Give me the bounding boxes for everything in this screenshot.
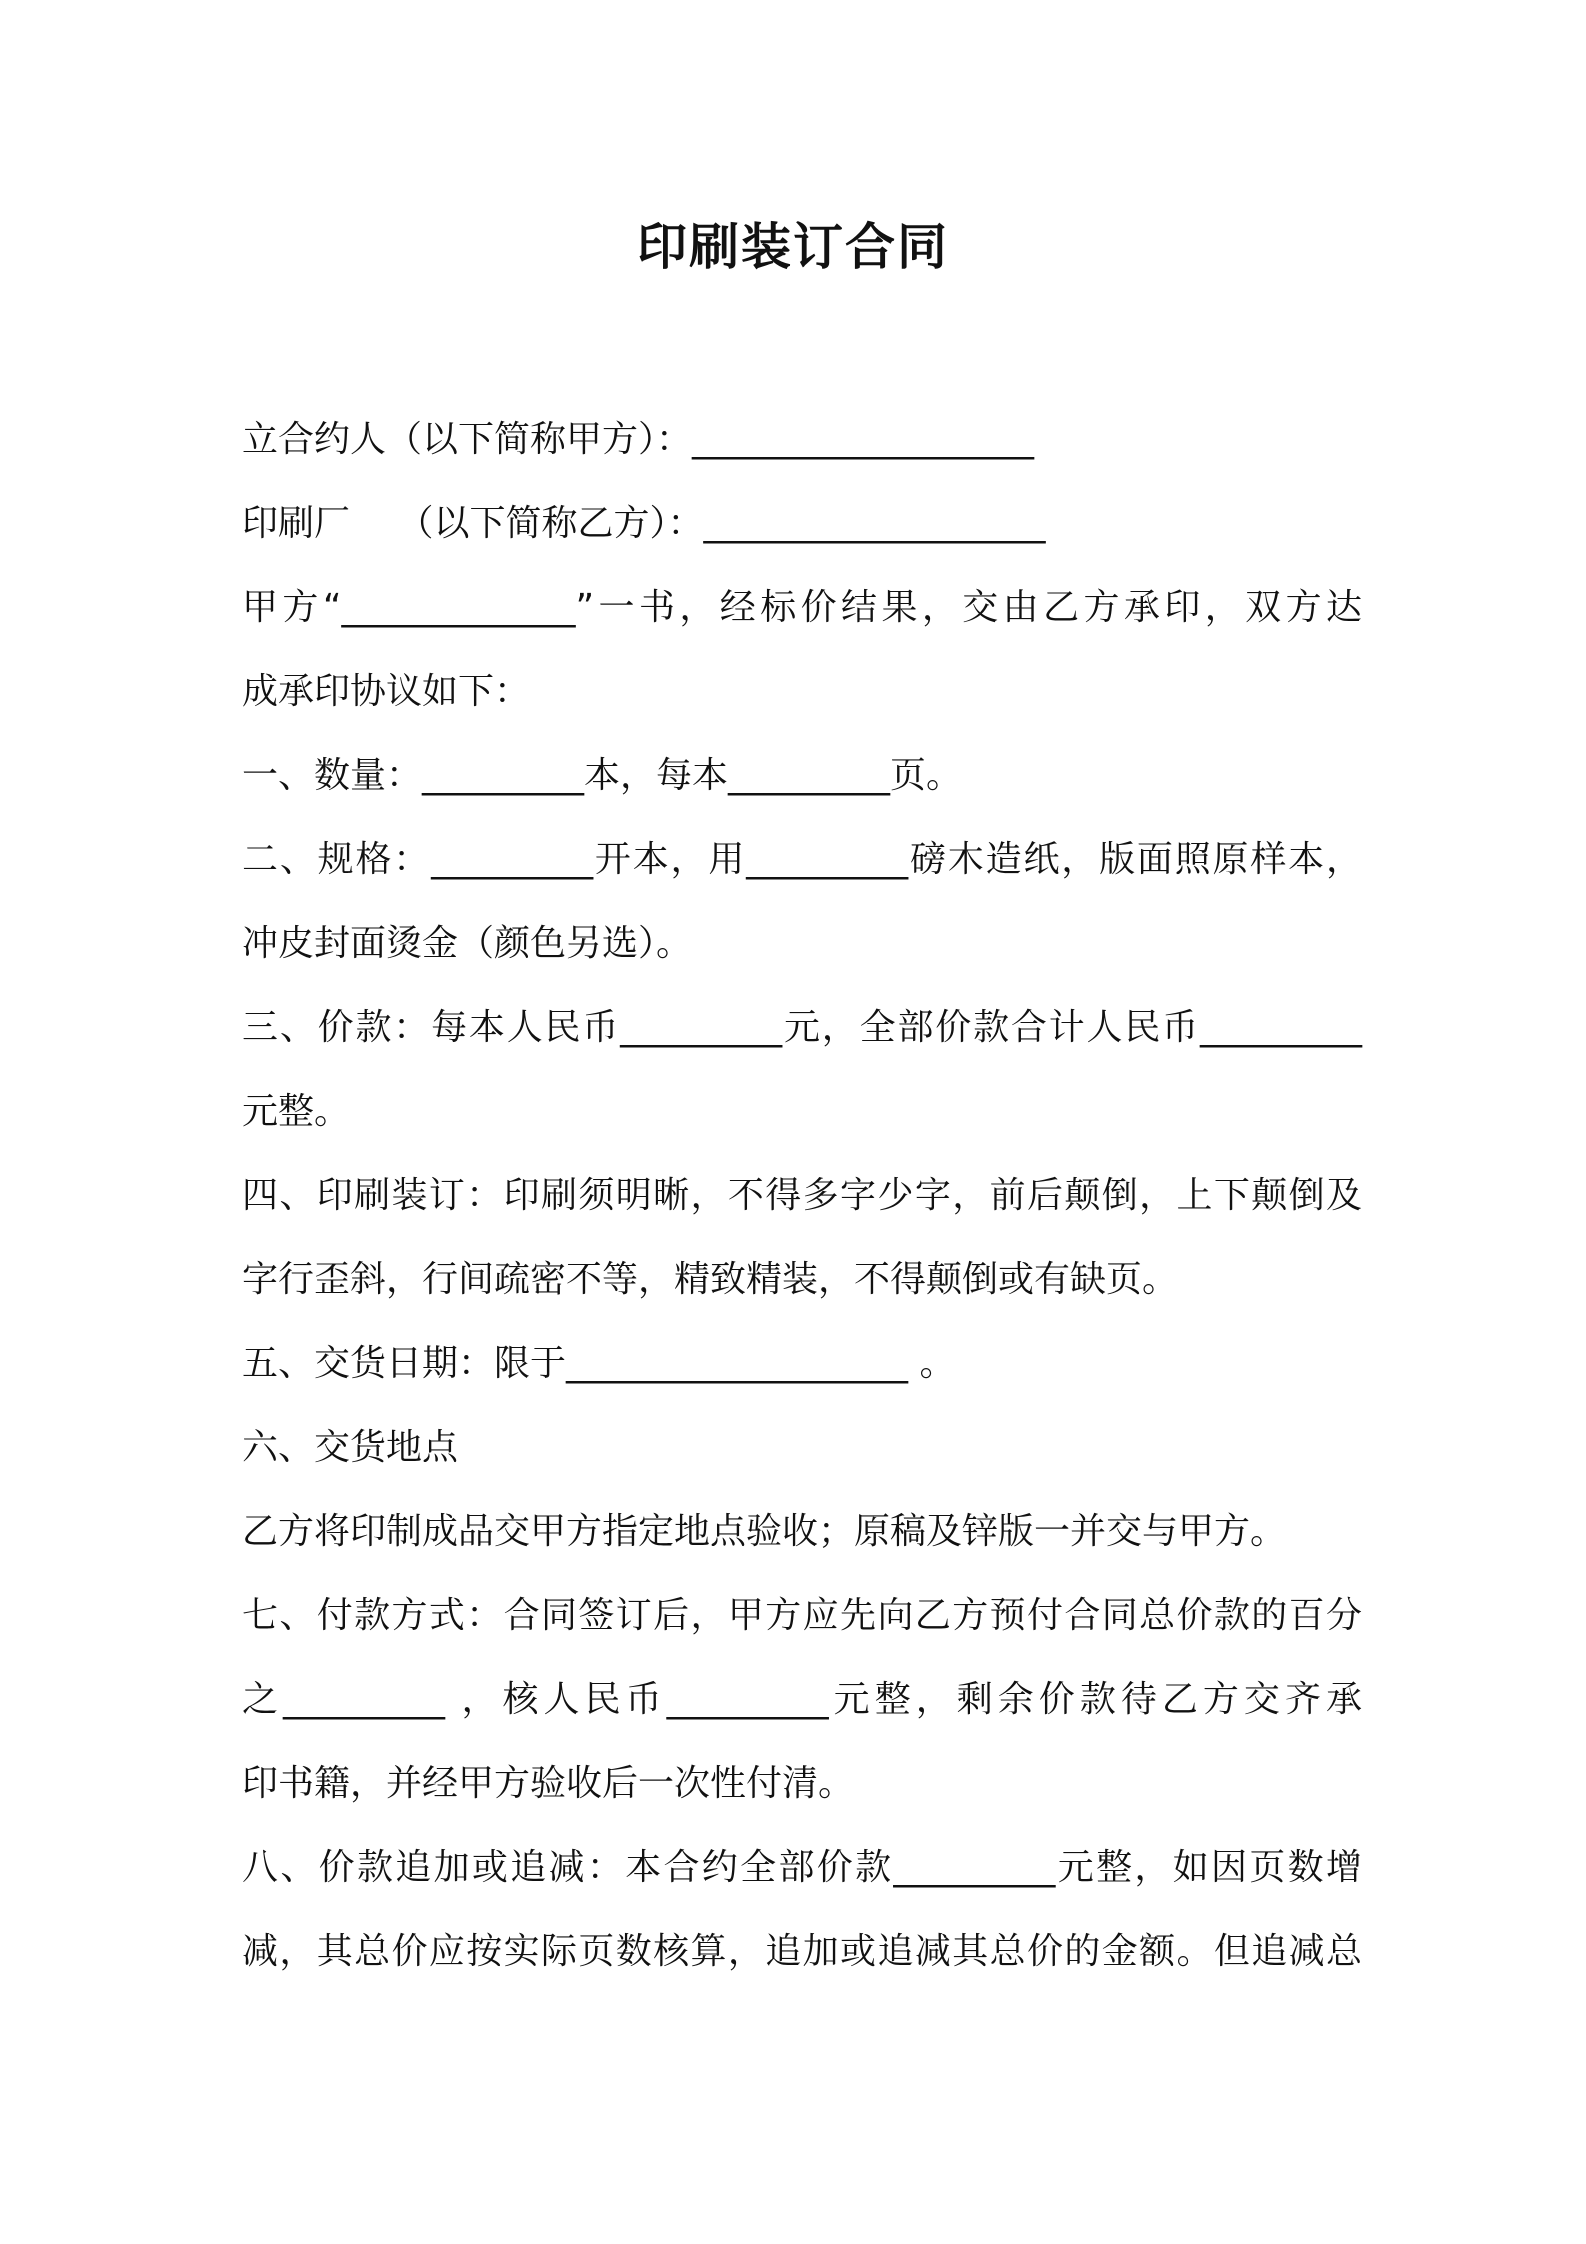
clause-line-quantity: 一、数量：_________本，每本_________页。 <box>242 755 963 796</box>
contract-body <box>242 398 1362 1994</box>
clause-line-adjustment: 八、价款追加或追减：本合约全部价款_________元整，如因页数增 <box>242 1847 1362 1888</box>
clause-line-payment-cont: 之_________ ，核人民币_________元整，剩余价款待乙方交齐承 <box>242 1679 1362 1720</box>
clause-line-payment-end: 印书籍，并经甲方验收后一次性付清。 <box>242 1763 855 1804</box>
clause-line-delivery-place: 六、交货地点 <box>242 1427 459 1468</box>
clause-line-price: 三、价款：每本人民币_________元，全部价款合计人民币_________ <box>242 1007 1362 1048</box>
clause-line-payment: 七、付款方式：合同签订后，甲方应先向乙方预付合同总价款的百分 <box>242 1595 1362 1636</box>
clause-line-delivery-place-cont: 乙方将印制成品交甲方指定地点验收；原稿及锌版一并交与甲方。 <box>242 1511 1287 1552</box>
clause-line-binding-cont: 字行歪斜，行间疏密不等，精致精装，不得颠倒或有缺页。 <box>242 1259 1179 1300</box>
clause-line-spec: 二、规格：_________开本，用_________磅木造纸，版面照原样本， <box>242 839 1362 880</box>
clause-line-delivery-date: 五、交货日期：限于___________________ 。 <box>242 1343 956 1384</box>
document-title: 印刷装订合同 <box>637 218 949 276</box>
clause-line-adjustment-cont: 减，其总价应按实际页数核算，追加或追减其总价的金额。但追减总 <box>242 1931 1362 1972</box>
clause-line-party-b: 印刷厂 （以下简称乙方）：___________________ <box>242 503 1046 544</box>
clause-line-price-cont: 元整。 <box>242 1091 351 1132</box>
clause-line-party-a: 立合约人（以下简称甲方）：___________________ <box>242 419 1035 460</box>
clause-line-intro: 甲方“_____________”一书，经标价结果，交由乙方承印，双方达 <box>242 587 1362 628</box>
clause-line-binding: 四、印刷装订：印刷须明晰，不得多字少字，前后颠倒，上下颠倒及 <box>242 1175 1362 1216</box>
clause-line-spec-cont: 冲皮封面烫金（颜色另选）。 <box>242 923 693 964</box>
clause-line-intro-cont: 成承印协议如下： <box>242 671 531 712</box>
